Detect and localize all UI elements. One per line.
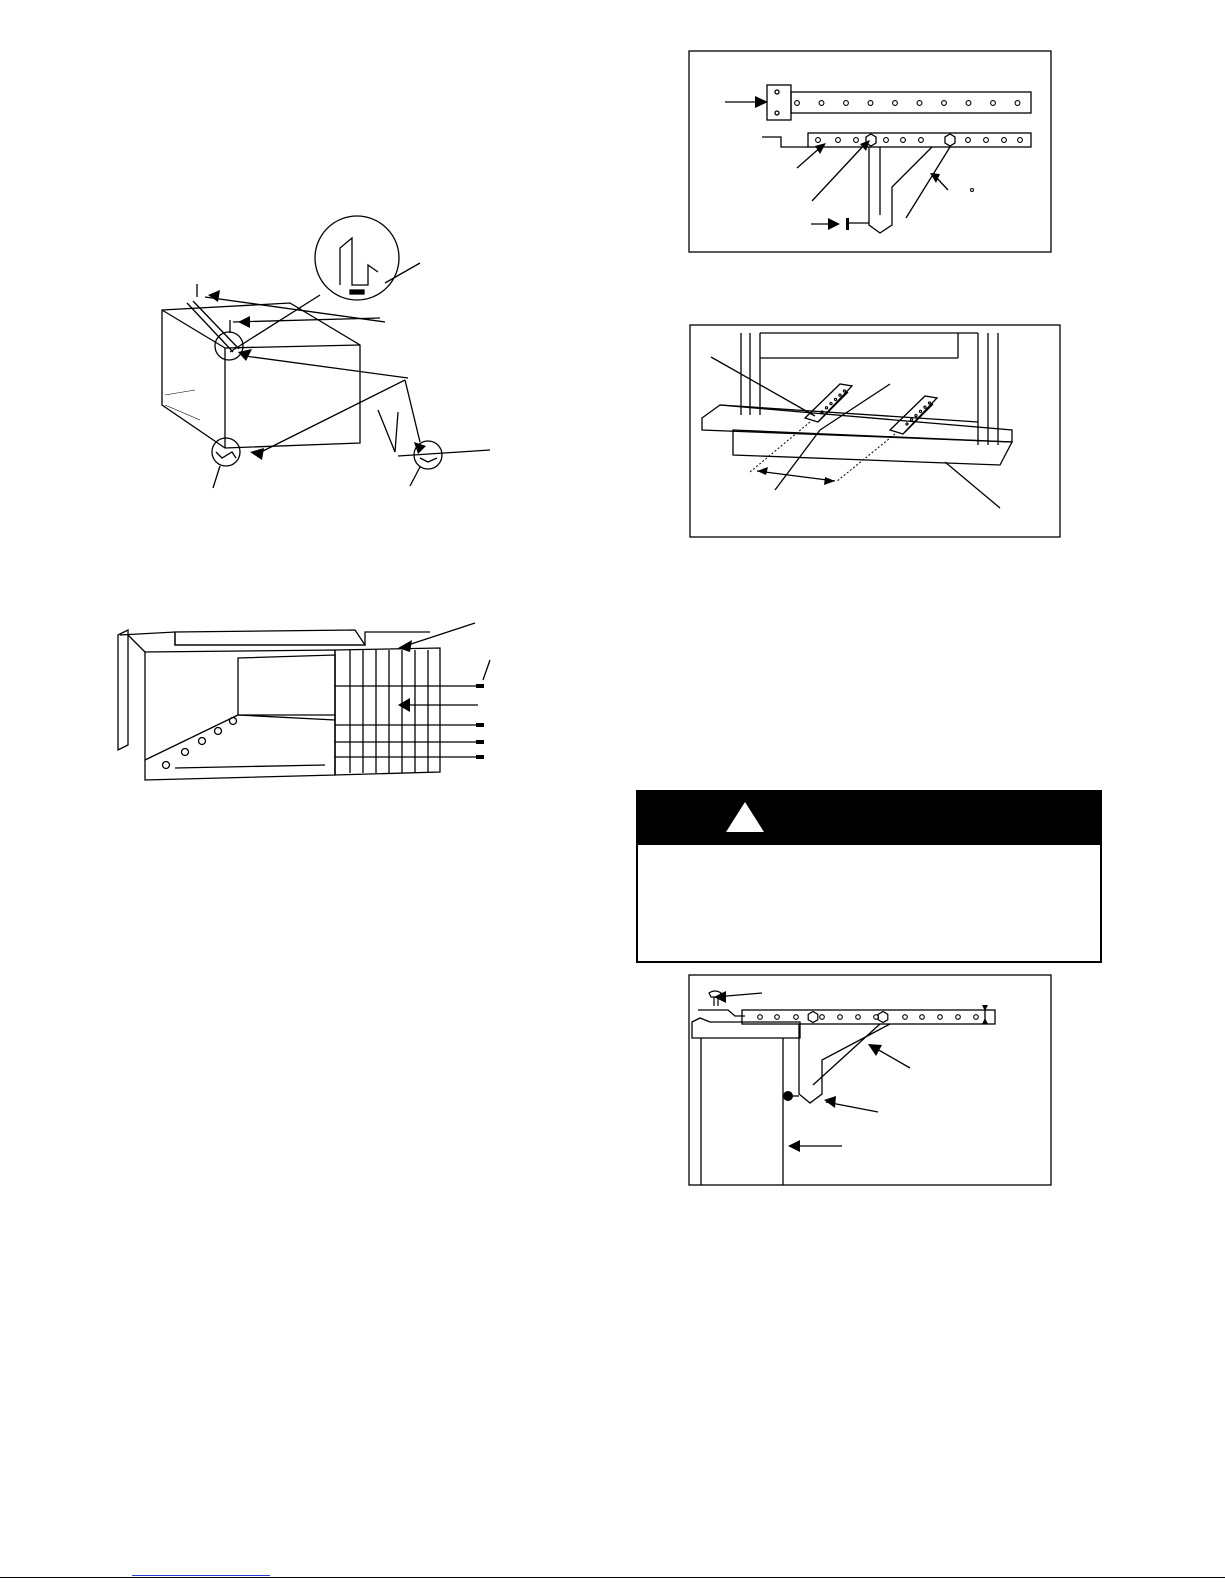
bracket-hole [919,138,924,143]
bracket-hole [924,406,926,408]
bracket-hole [844,101,849,106]
bracket-hole [966,101,971,106]
bracket-hole [919,410,921,412]
bracket-hole [1002,138,1007,143]
bracket-hole [928,402,930,404]
bracket-hole [966,138,971,143]
bracket-hole [795,101,800,106]
bracket-hole [834,398,836,400]
bracket-hole [1015,101,1020,106]
bracket-hole [938,1015,943,1020]
bracket-hole [854,138,859,143]
bracket-hole [893,101,898,106]
bracket-hole [991,101,996,106]
bracket-hole [836,138,841,143]
bracket-hole [868,101,873,106]
bracket-hole [816,138,821,143]
bracket-hole [775,1015,780,1020]
footer-link-underline[interactable] [132,1575,270,1576]
bracket-hole [820,1015,825,1020]
bracket-hole [984,138,989,143]
bracket-hole [901,138,906,143]
bracket-hole [1018,138,1023,143]
bracket-hole [821,411,823,413]
bracket-hole [839,394,841,396]
bracket-hole [884,138,889,143]
bracket-hole [906,423,908,425]
footer-rule [0,1577,1225,1578]
bracket-hole [794,1015,799,1020]
bracket-hole [838,1015,843,1020]
bracket-hole [915,415,917,417]
hex-nut [878,1012,888,1023]
bracket-hole [830,403,832,405]
bracket-hole [920,1015,925,1020]
bracket-hole [910,419,912,421]
bracket-hole [843,390,845,392]
hex-nut [808,1012,818,1023]
bracket-hole [819,101,824,106]
bracket-hole [825,407,827,409]
bracket-hole [903,1015,908,1020]
bracket-hole [856,1015,861,1020]
bracket-hole [942,101,947,106]
bracket-hole [974,1015,979,1020]
bracket-hole [917,101,922,106]
bracket-hole [956,1015,961,1020]
bracket-hole [758,1015,763,1020]
